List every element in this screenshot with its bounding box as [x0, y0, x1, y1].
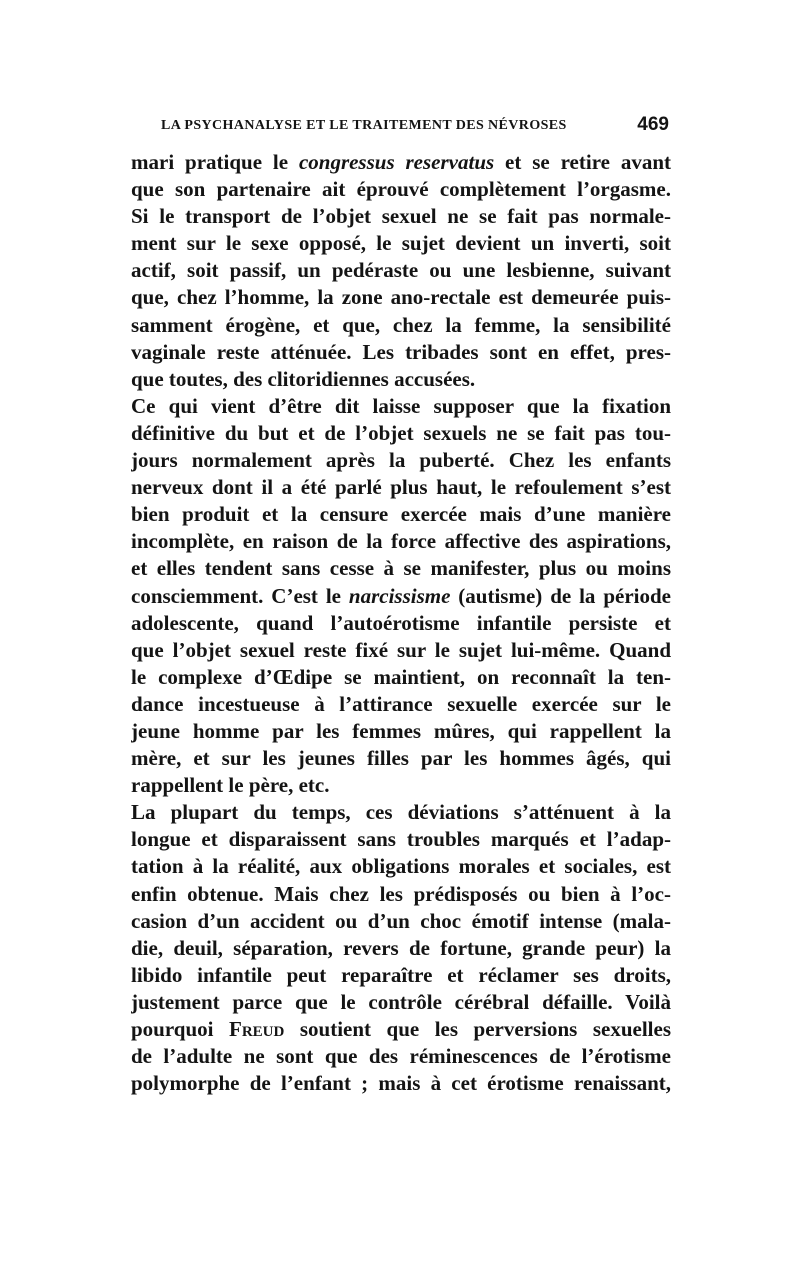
- text-line: [131, 393, 671, 420]
- text-line: [131, 881, 671, 908]
- text-line: [131, 528, 671, 555]
- text-line: [131, 799, 671, 826]
- text-run: que l’objet sexuel reste fixé sur le sujet lui-même. Quand: [131, 637, 671, 662]
- text-run: soutient que les perversions sexuelles: [284, 1017, 671, 1041]
- text-line: [131, 230, 671, 257]
- text-run: La plupart du temps, ces déviations s’atténuent à la: [131, 800, 671, 825]
- text-run: (autisme) de la période: [450, 583, 671, 608]
- text-line: [131, 176, 671, 203]
- text-line: [131, 637, 671, 664]
- running-head: [133, 114, 671, 138]
- text-line: [131, 312, 671, 339]
- text-run: que, chez l’homme, la zone ano-rectale est demeurée puis-: [131, 285, 671, 310]
- text-run: définitive du but et de l’objet sexuels ne se fait pas tou-: [131, 420, 671, 445]
- text-run: pourquoi: [131, 1017, 229, 1041]
- text-run: rappellent le père, etc.: [131, 773, 330, 798]
- text-run: mari pratique le: [131, 150, 299, 174]
- text-line: [131, 203, 671, 230]
- text-run: jeune homme par les femmes mûres, qui rappellent la: [131, 718, 671, 743]
- text-run: Ce qui vient d’être dit laisse supposer que la fixation: [131, 393, 671, 418]
- body-text: [131, 149, 671, 1097]
- text-line: [131, 826, 671, 853]
- text-line: [131, 664, 671, 691]
- text-run: longue et disparaissent sans troubles marqués et l’adap-: [131, 827, 671, 852]
- text-line: [131, 718, 671, 745]
- text-run: enfin obtenue. Mais chez les prédisposés ou bien à l’oc-: [131, 881, 671, 906]
- text-run: jours normalement après la puberté. Chez les enfants: [131, 448, 671, 473]
- text-run: le complexe d’Œdipe se maintient, on reconnaît la ten-: [131, 664, 671, 689]
- text-line: [131, 474, 671, 501]
- text-run: actif, soit passif, un pedéraste ou une lesbienne, suivant: [131, 258, 671, 283]
- text-line: [131, 257, 671, 284]
- text-run: consciemment. C’est le: [131, 583, 349, 608]
- text-run: polymorphe de l’enfant ; mais à cet érotisme renaissant,: [131, 1071, 671, 1096]
- text-line: [131, 420, 671, 447]
- text-line: [131, 772, 671, 799]
- text-line: [131, 366, 671, 393]
- text-run: incomplète, en raison de la force affective des aspirations,: [131, 529, 671, 554]
- text-line: [131, 691, 671, 718]
- text-run: tation à la réalité, aux obligations morales et sociales, est: [131, 854, 671, 879]
- text-run: adolescente, quand l’autoérotisme infantile persiste et: [131, 610, 671, 635]
- text-line: [131, 149, 671, 176]
- text-run: vaginale reste atténuée. Les tribades sont en effet, pres-: [131, 339, 671, 364]
- text-run: que toutes, des clitoridiennes accusées.: [131, 366, 476, 391]
- author-name: Freud: [229, 1017, 285, 1041]
- text-run: dance incestueuse à l’attirance sexuelle exercée sur le: [131, 691, 671, 716]
- text-line: [131, 447, 671, 474]
- text-line: [131, 853, 671, 880]
- text-run: justement parce que le contrôle cérébral défaille. Voilà: [131, 989, 671, 1014]
- text-run: die, deuil, séparation, revers de fortune, grande peur) la: [131, 935, 671, 960]
- text-line: [131, 555, 671, 582]
- text-line: [131, 284, 671, 311]
- text-run: samment érogène, et que, chez la femme, la sensibilité: [131, 312, 671, 337]
- italic-term: narcissisme: [348, 583, 451, 608]
- text-line: [131, 1070, 671, 1097]
- text-run: casion d’un accident ou d’un choc émotif intense (mala-: [131, 908, 671, 933]
- text-run: bien produit et la censure exercée mais d’une manière: [131, 502, 671, 527]
- text-line: [131, 908, 671, 935]
- text-run: nerveux dont il a été parlé plus haut, le refoulement s’est: [131, 475, 671, 500]
- page-number: 469: [637, 114, 669, 135]
- text-line: [131, 935, 671, 962]
- text-run: Si le transport de l’objet sexuel ne se fait pas normale-: [131, 204, 671, 229]
- text-run: mère, et sur les jeunes filles par les hommes âgés, qui: [131, 746, 671, 771]
- text-run: et se retire avant: [494, 150, 671, 174]
- text-line: [131, 583, 671, 610]
- text-line: [131, 501, 671, 528]
- text-run: de l’adulte ne sont que des réminescences de l’érotisme: [131, 1044, 671, 1069]
- text-run: libido infantile peut reparaître et réclamer ses droits,: [131, 962, 671, 987]
- text-run: et elles tendent sans cesse à se manifester, plus ou moins: [131, 556, 671, 581]
- text-line: [131, 610, 671, 637]
- text-line: [131, 1043, 671, 1070]
- text-run: ment sur le sexe opposé, le sujet devient un inverti, soit: [131, 231, 671, 256]
- running-title: LA PSYCHANALYSE ET LE TRAITEMENT DES NÉVROSES: [161, 118, 567, 133]
- text-line: [131, 989, 671, 1016]
- text-run: que son partenaire ait éprouvé complètement l’orgasme.: [131, 177, 671, 202]
- text-line: [131, 339, 671, 366]
- text-line: [131, 1016, 671, 1043]
- text-line: [131, 962, 671, 989]
- italic-term: congressus reservatus: [298, 150, 495, 174]
- text-line: [131, 745, 671, 772]
